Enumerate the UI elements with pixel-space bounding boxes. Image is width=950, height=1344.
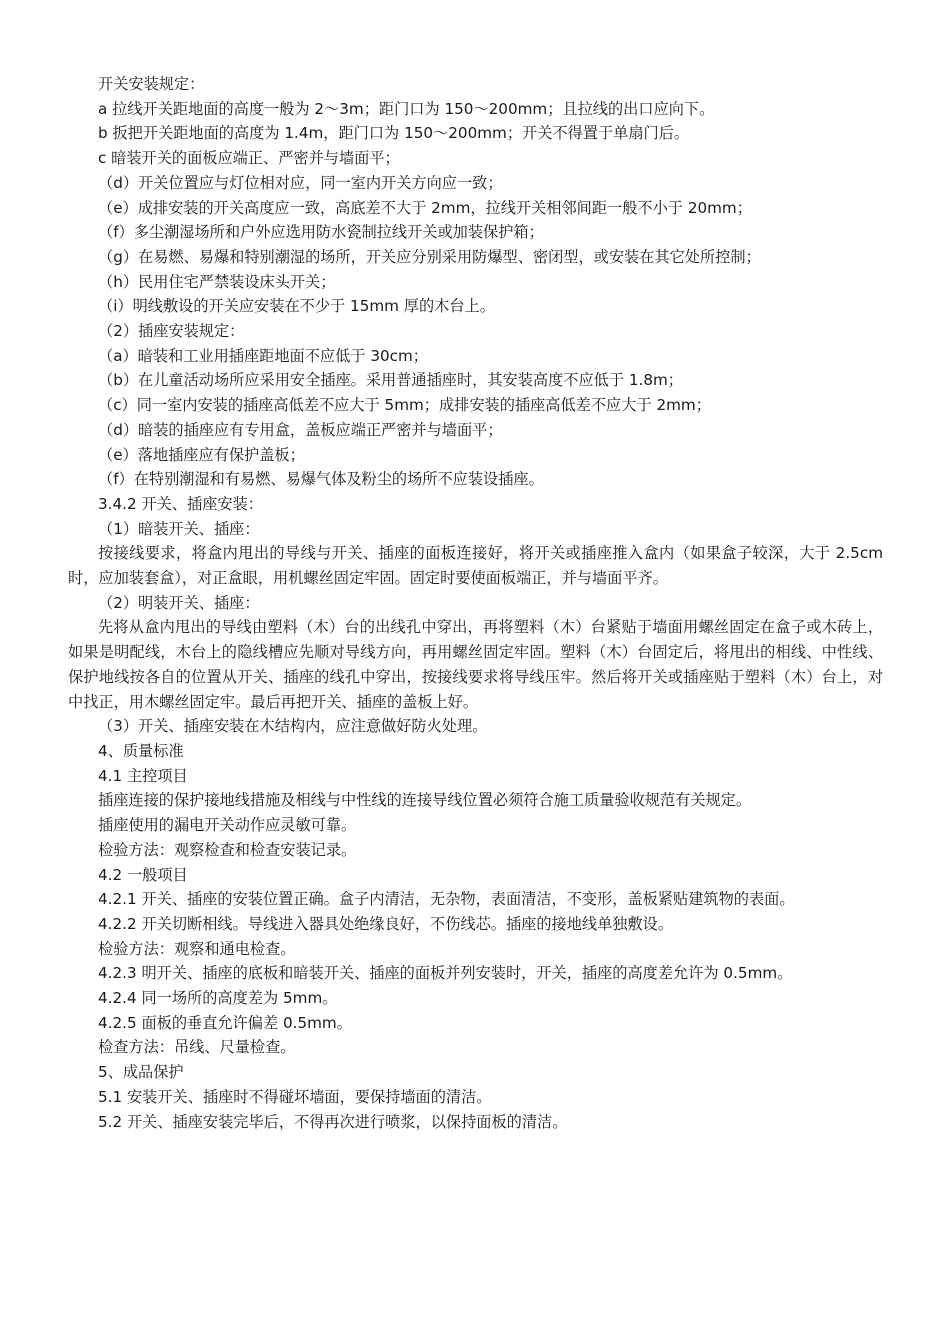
paragraph: （a）暗装和工业用插座距地面不应低于 30cm； <box>98 346 428 365</box>
paragraph: （3）开关、插座安装在木结构内，应注意做好防火处理。 <box>98 717 488 736</box>
paragraph: （1）暗装开关、插座： <box>98 519 260 538</box>
paragraph: （2）明装开关、插座： <box>98 593 260 612</box>
paragraph: （h）民用住宅严禁装设床头开关； <box>98 272 336 291</box>
paragraph: （b）在儿童活动场所应采用安全插座。采用普通插座时，其安装高度不应低于 1.8m； <box>98 371 683 390</box>
paragraph: 5.1 安装开关、插座时不得碰坏墙面，要保持墙面的清洁。 <box>98 1087 492 1106</box>
paragraph: 4.2.1 开关、插座的安装位置正确。盒子内清洁，无杂物，表面清洁，不变形，盖板紧贴建筑物的表面。 <box>98 890 795 909</box>
paragraph: 检验方法：观察检查和检查安装记录。 <box>98 840 357 859</box>
paragraph: 4.2.2 开关切断相线。导线进入器具处绝缘良好，不伤线芯。插座的接地线单独敷设。 <box>98 914 674 933</box>
paragraph: （e）落地插座应有保护盖板； <box>98 445 305 464</box>
paragraph: 4.2 一般项目 <box>98 865 188 884</box>
paragraph: （d）开关位置应与灯位相对应，同一室内开关方向应一致； <box>98 173 503 192</box>
paragraph: 插座使用的漏电开关动作应灵敏可靠。 <box>98 816 357 835</box>
paragraph: 5、成品保护 <box>98 1063 184 1082</box>
paragraph: 5.2 开关、插座安装完毕后，不得再次进行喷浆，以保持面板的清洁。 <box>98 1112 568 1131</box>
paragraph: 4.2.5 面板的垂直允许偏差 0.5mm。 <box>98 1013 352 1032</box>
paragraph: 4.2.3 明开关、插座的底板和暗装开关、插座的面板并列安装时，开关，插座的高度差允许为 0.5mm。 <box>98 964 793 983</box>
paragraph: 先将从盒内甩出的导线由塑料（木）台的出线孔中穿出，再将塑料（木）台紧贴于墙面用螺丝固定在盒子或木砖上，如果是明配线，木台上的隐线槽应先顺对导线方向，再用螺丝固定牢固。塑料（木）台固定后，将甩出的相线、中性线、保护地线按各自的位置从开关、插座的线孔中穿出，按接线要求将导线压牢。然后将开关或插座贴于塑料（木）台上，对中找正，用木螺丝固定牢。最后再把开关、插座的盖板上好。 <box>68 618 883 711</box>
paragraph: 按接线要求，将盒内甩出的导线与开关、插座的面板连接好，将开关或插座推入盒内（如果盒子较深，大于 2.5cm 时，应加装套盒），对正盒眼，用机螺丝固定牢固。固定时要使面板端正，并与墙面平齐。 <box>68 544 883 588</box>
paragraph: b 扳把开关距地面的高度为 1.4m，距门口为 150～200mm；开关不得置于单扇门后。 <box>98 124 690 143</box>
paragraph: （c）同一室内安装的插座高低差不应大于 5mm；成排安装的插座高低差不应大于 2mm； <box>98 396 711 415</box>
paragraph: c 暗装开关的面板应端正、严密并与墙面平； <box>98 149 400 168</box>
paragraph: 4.2.4 同一场所的高度差为 5mm。 <box>98 989 338 1008</box>
paragraph: （d）暗装的插座应有专用盒，盖板应端正严密并与墙面平； <box>98 420 503 439</box>
paragraph: （g）在易燃、易爆和特别潮湿的场所，开关应分别采用防爆型、密闭型，或安装在其它处所控制； <box>98 247 761 266</box>
paragraph: （e）成排安装的开关高度应一致，高底差不大于 2mm，拉线开关相邻间距一般不小于 20mm； <box>98 198 752 217</box>
paragraph: 插座连接的保护接地线措施及相线与中性线的连接导线位置必须符合施工质量验收规范有关规定。 <box>98 791 752 810</box>
paragraph: （f）多尘潮湿场所和户外应选用防水瓷制拉线开关或加装保护箱； <box>98 223 544 242</box>
paragraph: 检验方法：观察和通电检查。 <box>98 939 296 958</box>
paragraph: （f）在特别潮湿和有易燃、易爆气体及粉尘的场所不应装设插座。 <box>98 470 544 489</box>
paragraph: 3.4.2 开关、插座安装： <box>98 494 263 513</box>
paragraph: 检查方法：吊线、尺量检查。 <box>98 1038 296 1057</box>
paragraph: （2）插座安装规定： <box>98 322 245 341</box>
paragraph: （i）明线敷设的开关应安装在不少于 15mm 厚的木台上。 <box>98 297 495 316</box>
paragraph: 4.1 主控项目 <box>98 766 188 785</box>
document-body <box>68 72 883 1134</box>
paragraph: 开关安装规定： <box>98 75 205 93</box>
paragraph: a 拉线开关距地面的高度一般为 2～3m；距门口为 150～200mm；且拉线的出口应向下。 <box>98 99 715 118</box>
paragraph: 4、质量标准 <box>98 741 184 760</box>
